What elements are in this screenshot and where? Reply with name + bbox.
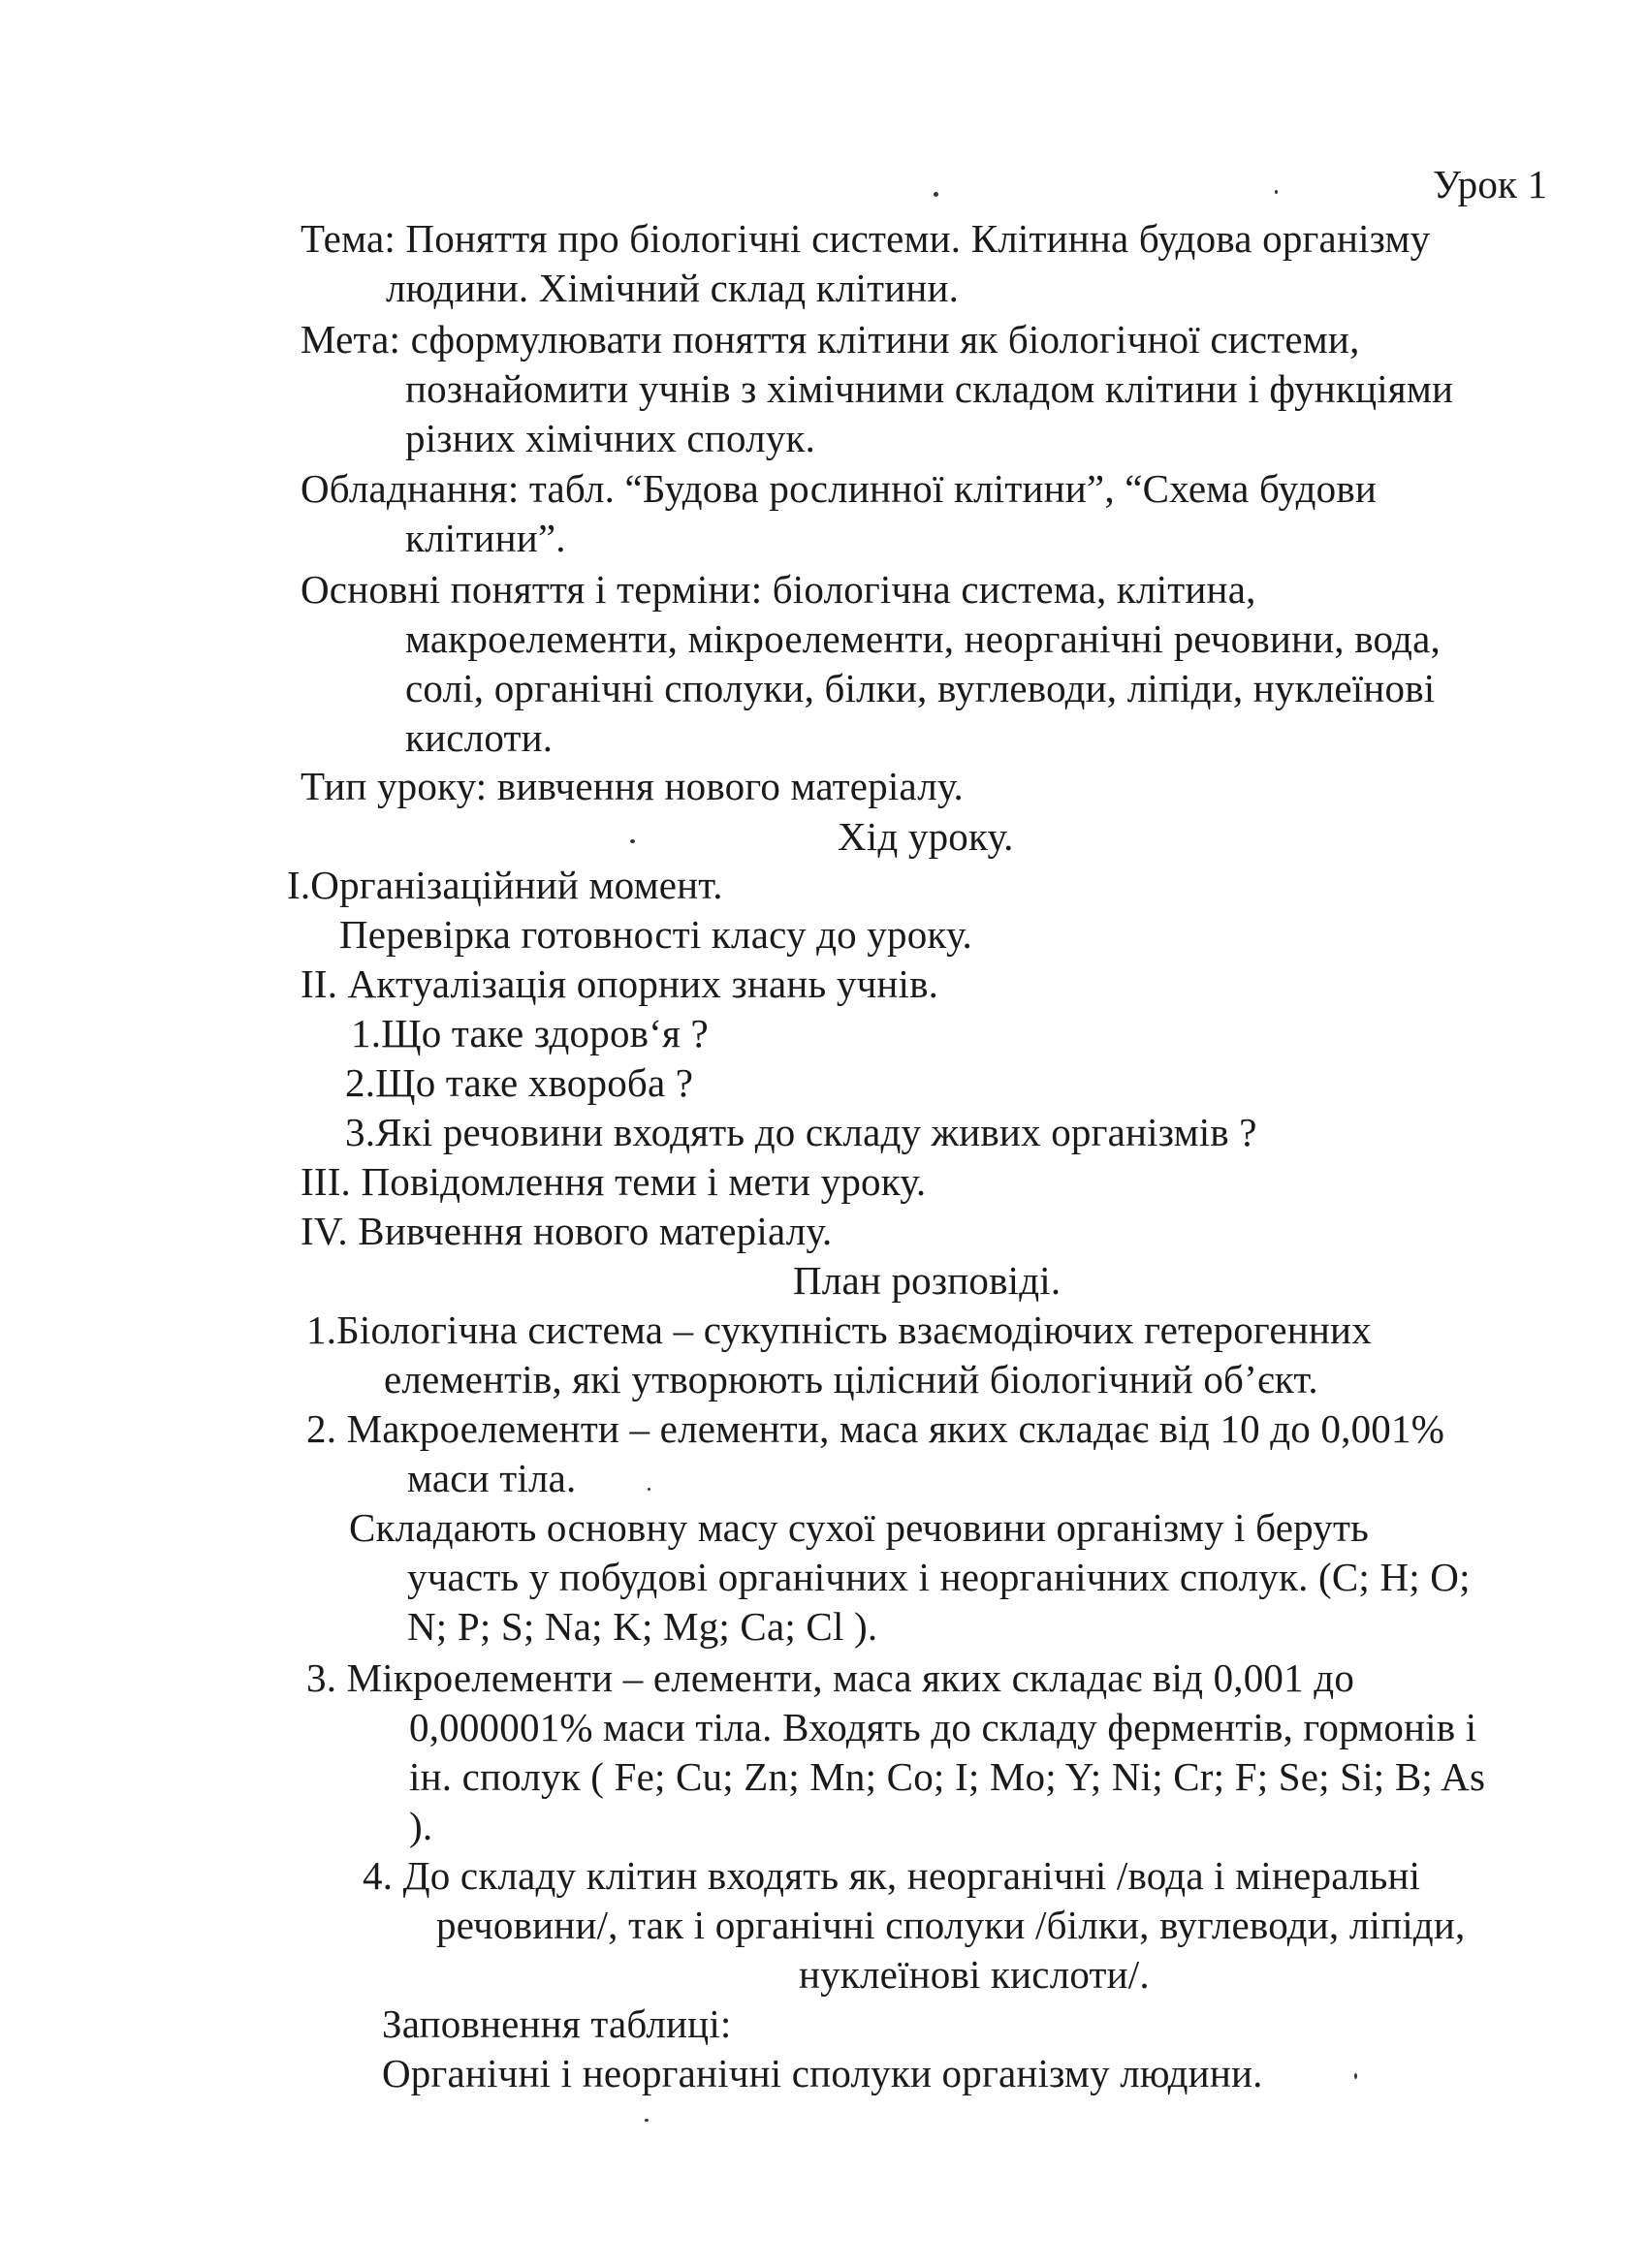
plan-line: 3. Мікроелементи – елементи, маса яких складає від 0,001 до <box>306 1655 1355 1700</box>
table-fill-line: Органічні і неорганічні сполуки організму людини. <box>382 2051 1263 2095</box>
equipment-line: Обладнання: табл. “Будова рослинної клітини”, “Схема будови <box>301 466 1378 511</box>
stage-title: ІІІ. Повідомлення теми і мети уроку. <box>301 1159 927 1204</box>
lesson-type: Тип уроку: вивчення нового матеріалу. <box>301 764 964 808</box>
plan-line: ін. сполук ( Fe; Cu; Zn; Mn; Co; I; Mo; Y; Ni; Cr; F; Se; Si; B; As <box>409 1754 1486 1799</box>
terms-line: Основні поняття і терміни: біологічна система, клітина, <box>301 567 1256 612</box>
course-heading: Хід уроку. <box>838 814 1014 859</box>
question-item: 1.Що таке здоров‘я ? <box>351 1011 709 1055</box>
scan-speck <box>648 1488 650 1491</box>
plan-line: ). <box>409 1804 433 1848</box>
plan-line: N; P; S; Na; K; Mg; Ca; Cl ). <box>407 1604 878 1649</box>
terms-line: солі, органічні сполуки, білки, вуглеводи, ліпіди, нуклеїнові <box>405 666 1436 710</box>
topic-line: Тема: Поняття про біологічні системи. Клітинна будова організму <box>301 216 1431 261</box>
stage-text: Перевірка готовності класу до уроку. <box>339 912 972 957</box>
goal-line: познайомити учнів з хімічними складом клітини і функціями <box>405 366 1454 411</box>
scan-speck <box>645 2119 649 2122</box>
scan-speck <box>630 839 635 843</box>
goal-line: Мета: сформулювати поняття клітини як біологічної системи, <box>301 317 1360 362</box>
scan-speck <box>1354 2073 1357 2079</box>
plan-line: нуклеїнові кислоти/. <box>799 1952 1150 1997</box>
scan-speck <box>1275 190 1278 194</box>
stage-title: І.Організаційний момент. <box>287 863 723 907</box>
plan-line: участь у побудові органічних і неорганічних сполук. (C; H; O; <box>407 1555 1471 1599</box>
terms-line: кислоти. <box>405 715 554 760</box>
stage-title: ІV. Вивчення нового матеріалу. <box>301 1209 833 1253</box>
plan-line: маси тіла. <box>407 1456 577 1500</box>
goal-line: різних хімічних сполук. <box>405 416 816 460</box>
scan-speck <box>934 192 938 197</box>
plan-line: 4. До складу клітин входять як, неорганічні /вода і мінеральні <box>363 1853 1421 1898</box>
plan-heading: План розповіді. <box>793 1258 1062 1303</box>
equipment-line: клітини”. <box>405 516 566 560</box>
plan-line: Складають основну масу сухої речовини організму і беруть <box>349 1505 1369 1550</box>
lesson-number: Урок 1 <box>1433 162 1548 206</box>
plan-line: речовини/, так і органічні сполуки /білки, вуглеводи, ліпіди, <box>436 1903 1466 1947</box>
topic-line: людини. Хімічний склад клітини. <box>386 266 960 310</box>
plan-line: 0,000001% маси тіла. Входять до складу ферментів, гормонів і <box>409 1705 1477 1749</box>
plan-line: 1.Біологічна система – сукупність взаємодіючих гетерогенних <box>306 1307 1372 1352</box>
plan-line: елементів, які утворюють цілісний біологічний об’єкт. <box>384 1357 1318 1402</box>
question-item: 2.Що таке хвороба ? <box>345 1060 694 1105</box>
plan-line: 2. Макроелементи – елементи, маса яких складає від 10 до 0,001% <box>306 1406 1445 1451</box>
table-fill-line: Заповнення таблиці: <box>382 2001 732 2046</box>
stage-title: ІІ. Актуалізація опорних знань учнів. <box>301 961 939 1006</box>
terms-line: макроелементи, мікроелементи, неорганічні речовини, вода, <box>405 616 1441 661</box>
question-item: 3.Які речовини входять до складу живих організмів ? <box>345 1110 1257 1154</box>
